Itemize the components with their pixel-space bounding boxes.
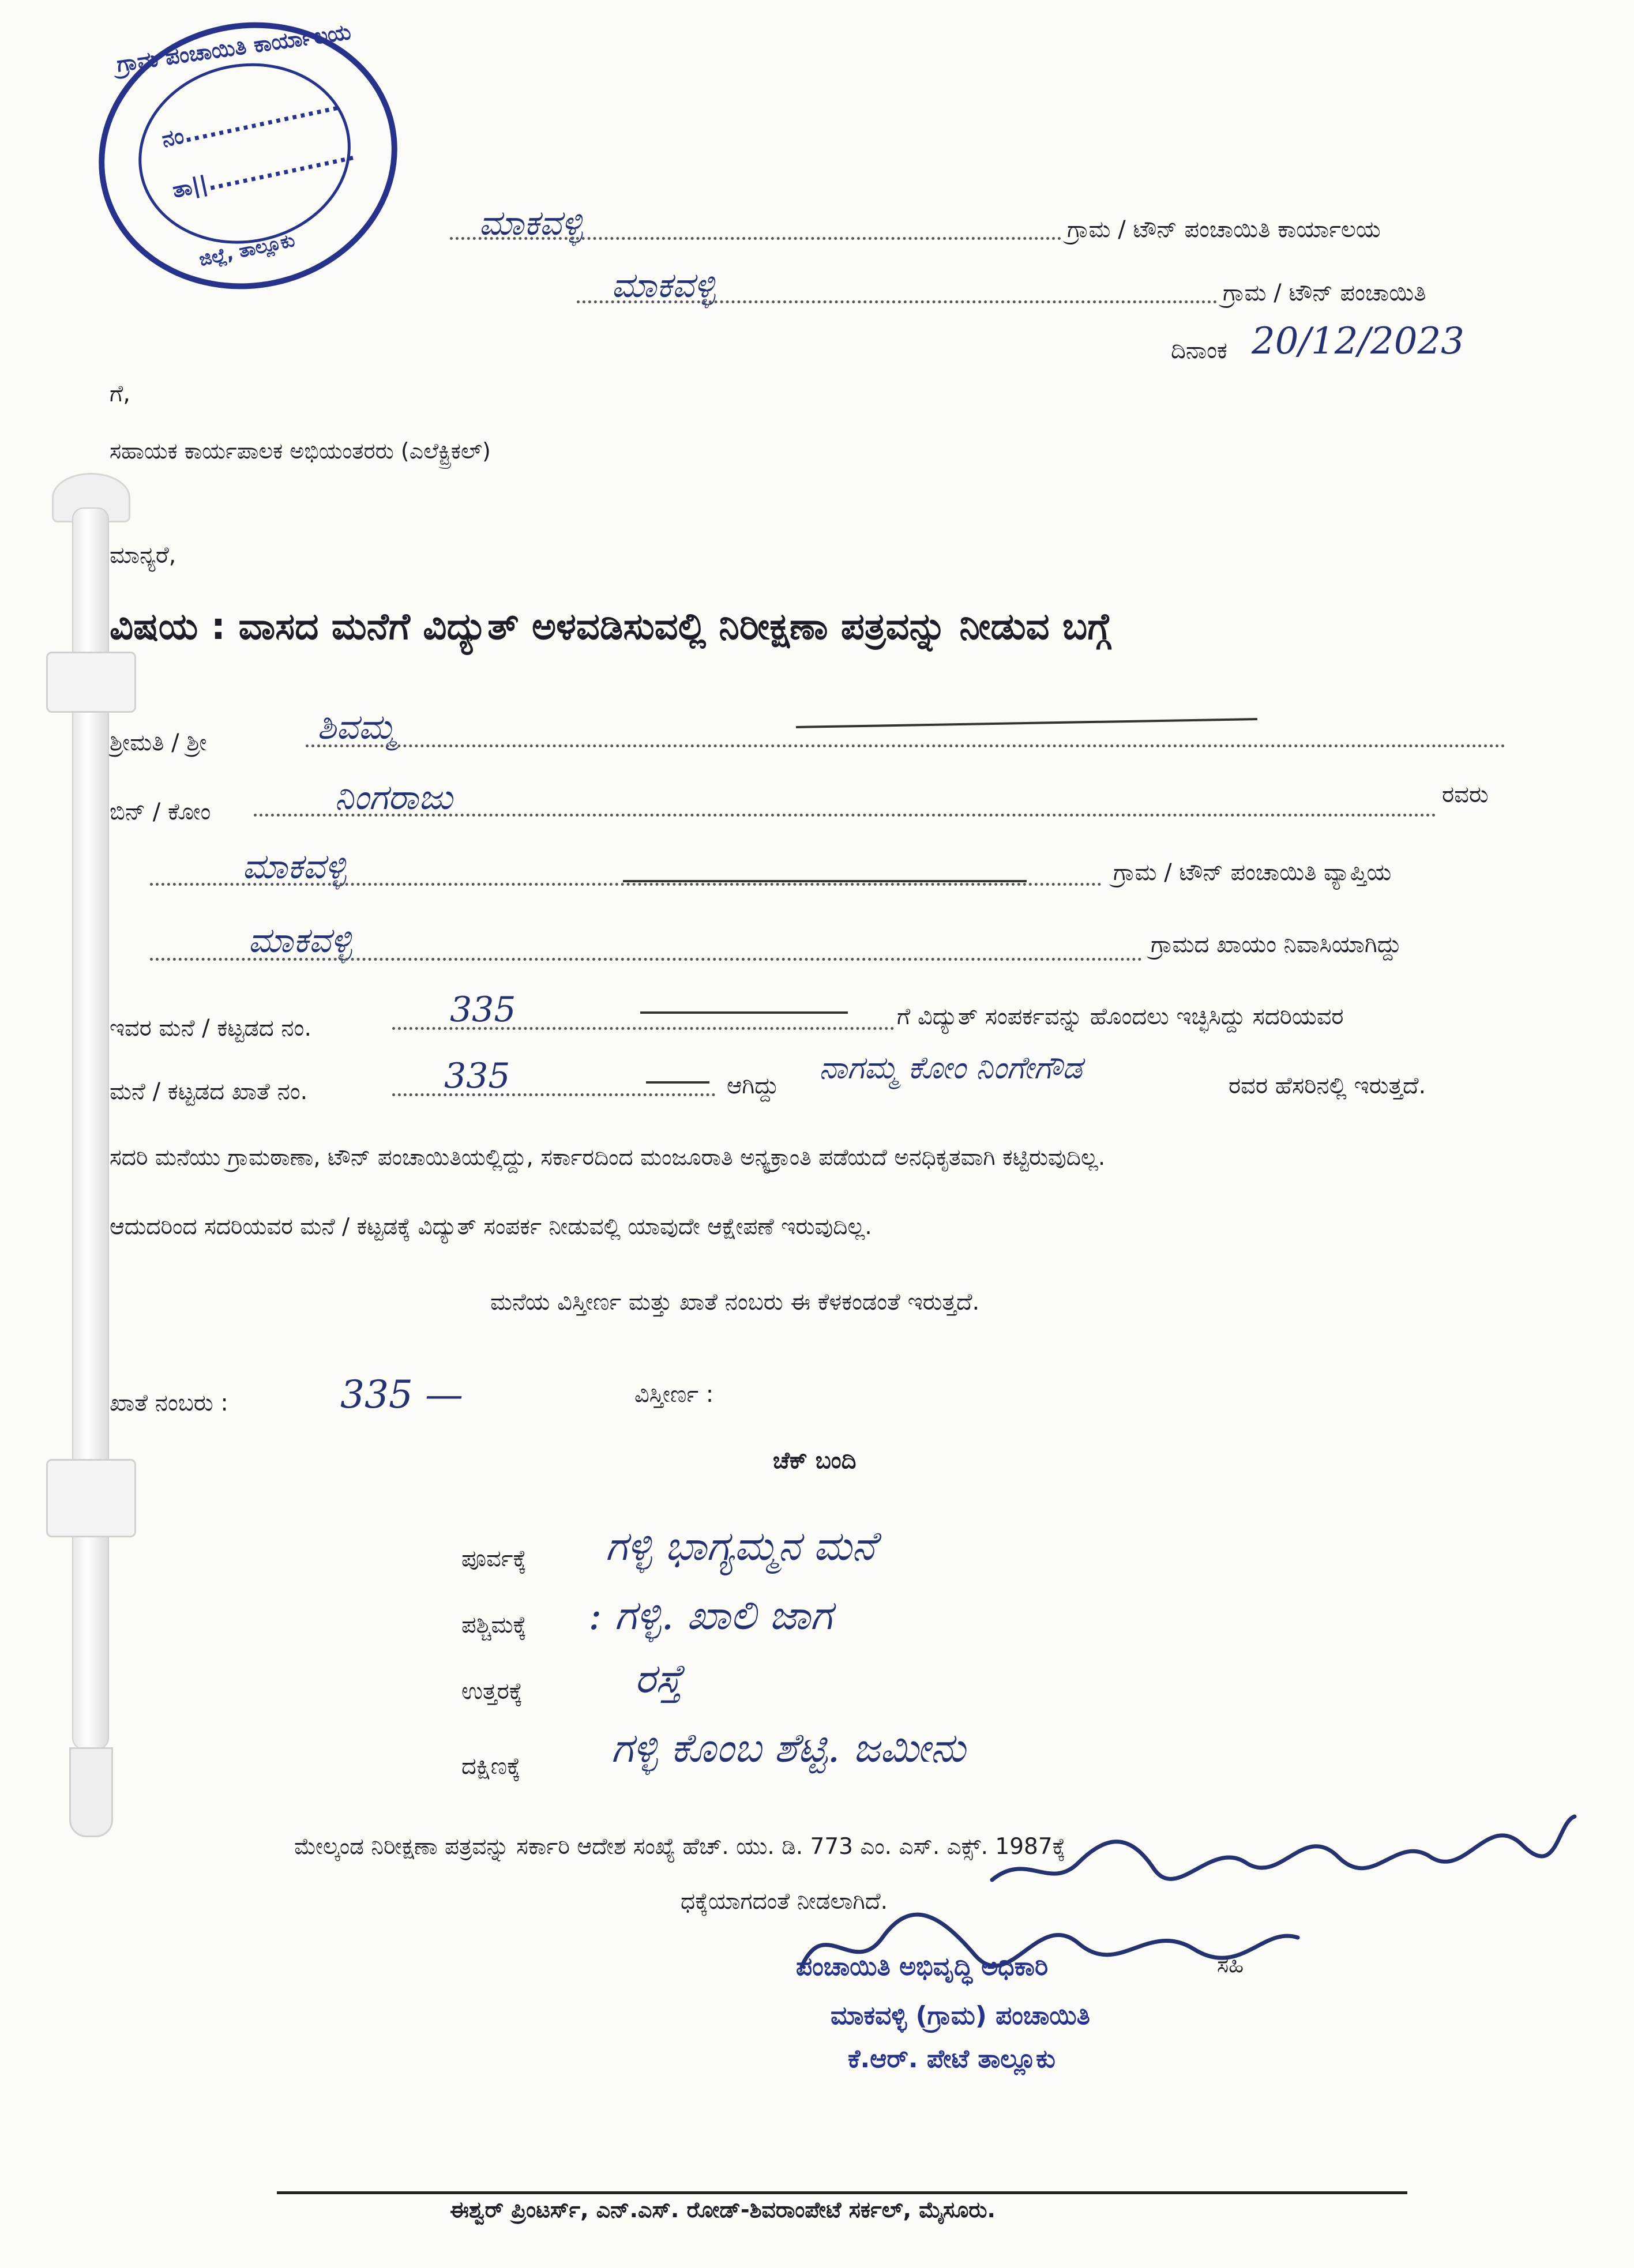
area-label: ವಿಸ್ತೀರ್ಣ : xyxy=(634,1381,714,1408)
house-line xyxy=(392,990,894,1038)
name-label: ಶ್ರೀಮತಿ / ಶ್ರೀ xyxy=(110,729,207,756)
fastener-ring-bottom xyxy=(46,1459,136,1537)
dotted-line xyxy=(392,1027,894,1030)
khata-handwritten: 335 xyxy=(444,1056,510,1096)
resident-line xyxy=(150,920,1142,969)
printer-credit: ಈಶ್ವರ್ ಪ್ರಿಂಟರ್ಸ್, ಎನ್.ಎಸ್. ರೋಡ್-ಶಿವರಾಂಪೇಟೆ ಸರ್ಕಲ್, ಮೈಸೂರು. xyxy=(450,2197,996,2222)
strike-line xyxy=(623,880,1027,882)
dotted-line xyxy=(392,1093,715,1096)
officer-title: ಪಂಚಾಯಿತಿ ಅಭಿವೃದ್ಧಿ ಅಧಿಕಾರಿ xyxy=(796,1952,1049,1981)
order-line-1: ಮೇಲ್ಕಂಡ ನಿರೀಕ್ಷಣಾ ಪತ್ರವನ್ನು ಸರ್ಕಾರಿ ಆದೇಶ ಸಂಖ್ಯೆ ಹೆಚ್. ಯು. ಡಿ. 773 ಎಂ. ಎಸ್. ಎಕ್ಸ್. 1987ಕ್ಕೆ xyxy=(294,1834,1066,1860)
stamp-no-label: ನಂ................... xyxy=(159,89,341,152)
office-stamp xyxy=(74,0,422,317)
footer-rule xyxy=(277,2191,1407,2194)
relation-suffix: ರವರು xyxy=(1442,781,1489,808)
office-name-line xyxy=(450,203,1061,248)
village-handwritten: ಮಾಕವಳ್ಳಿ xyxy=(242,847,347,887)
checkbandi-title: ಚೆಕ್ ಬಂದಿ xyxy=(773,1447,857,1474)
strike-line xyxy=(640,1011,848,1014)
dotted-line xyxy=(150,883,1102,886)
file-tag-fastener xyxy=(46,507,133,1747)
fastener-tail xyxy=(69,1747,113,1837)
west-handwritten: : ಗಳ್ಳಿ. ಖಾಲಿ ಜಾಗ xyxy=(588,1592,832,1639)
fastener-ring-top xyxy=(46,652,136,713)
paragraph-2: ಆದುದರಿಂದ ಸದರಿಯವರ ಮನೆ / ಕಟ್ಟಡಕ್ಕೆ ವಿದ್ಯುತ್ ಸಂಪರ್ಕ ನೀಡುವಲ್ಲಿ ಯಾವುದೇ ಆಕ್ಷೇಪಣೆ ಇರುವುದಿಲ್ಲ. xyxy=(110,1214,872,1240)
recipient: ಸಹಾಯಕ ಕಾರ್ಯಪಾಲಕ ಅಭಿಯಂತರರು (ಎಲೆಕ್ಟ್ರಿಕಲ್) xyxy=(110,438,491,464)
name-handwritten: ಶಿವಮ್ಮ xyxy=(317,707,396,747)
stamp-ring-text: ಗ್ರಾಮ ಪಂಚಾಯಿತಿ ಕಾರ್ಯಾಲಯ xyxy=(115,18,353,77)
order-line-2: ಧಕ್ಕೆಯಾಗದಂತೆ ನೀಡಲಾಗಿದೆ. xyxy=(681,1889,888,1915)
khata-no-handwritten: 335 — xyxy=(340,1372,463,1417)
relation-label: ಬಿನ್ / ಕೋಂ xyxy=(110,799,211,825)
house-label: ಇವರ ಮನೆ / ಕಟ್ಟಡದ ನಂ. xyxy=(110,1015,312,1041)
village-suffix: ಗ್ರಾಮ / ಟೌನ್ ಪಂಚಾಯಿತಿ ವ್ಯಾಪ್ತಿಯ xyxy=(1113,859,1392,886)
dotted-line xyxy=(577,300,1217,303)
east-handwritten: ಗಳ್ಳಿ ಭಾಗ್ಯಮ್ಮನ ಮನೆ xyxy=(606,1522,876,1570)
village-line xyxy=(150,847,1102,894)
panchayat-suffix: ಗ್ರಾಮ / ಟೌನ್ ಪಂಚಾಯಿತಿ xyxy=(1223,280,1426,306)
officer-taluk: ಕೆ.ಆರ್. ಪೇಟೆ ತಾಲ್ಲೂಕು xyxy=(848,2044,1055,2074)
khata-no-label: ಖಾತೆ ನಂಬರು : xyxy=(110,1390,228,1416)
resident-suffix: ಗ್ರಾಮದ ಖಾಯಂ ನಿವಾಸಿಯಾಗಿದ್ದು xyxy=(1151,931,1402,958)
subject-line: ವಿಷಯ : ವಾಸದ ಮನೆಗೆ ವಿದ್ಯುತ್ ಅಳವಡಿಸುವಲ್ಲಿ ನಿರೀಕ್ಷಣಾ ಪತ್ರವನ್ನು ನೀಡುವ ಬಗ್ಗೆ xyxy=(110,605,1111,648)
khata-line xyxy=(392,1056,715,1104)
panchayat-name-handwritten: ಮಾಕವಳ್ಳಿ xyxy=(611,265,716,306)
name-line xyxy=(306,707,1505,755)
south-label: ದಕ್ಷಿಣಕ್ಕೆ xyxy=(461,1753,521,1780)
west-label: ಪಶ್ಚಿಮಕ್ಕೆ xyxy=(461,1612,527,1638)
khata-label: ಮನೆ / ಕಟ್ಟಡದ ಖಾತೆ ನಂ. xyxy=(110,1078,308,1105)
dotted-line xyxy=(306,744,1505,747)
east-label: ಪೂರ್ವಕ್ಕೆ xyxy=(461,1545,527,1572)
khata-suffix: ರವರ ಹೆಸರಿನಲ್ಲಿ ಇರುತ್ತದೆ. xyxy=(1229,1073,1426,1099)
strike-line xyxy=(796,718,1257,728)
house-suffix: ಗೆ ವಿದ್ಯುತ್ ಸಂಪರ್ಕವನ್ನು ಹೊಂದಲು ಇಚ್ಛಿಸಿದ್ದು ಸದರಿಯವರ xyxy=(897,1003,1344,1030)
relation-handwritten: ನಿಂಗರಾಜು xyxy=(335,777,453,818)
to-label: ಗೆ, xyxy=(110,381,130,407)
dotted-line xyxy=(254,814,1436,817)
paragraph-3: ಮನೆಯ ವಿಸ್ತೀರ್ಣ ಮತ್ತು ಖಾತೆ ನಂಬರು ಈ ಕೆಳಕಂಡಂತೆ ಇರುತ್ತದೆ. xyxy=(490,1289,980,1315)
office-suffix: ಗ್ರಾಮ / ಟೌನ್ ಪಂಚಾಯಿತಿ ಕಾರ್ಯಾಲಯ xyxy=(1067,216,1381,243)
officer-office: ಮಾಕವಳ್ಳಿ (ಗ್ರಾಮ) ಪಂಚಾಯಿತಿ xyxy=(831,2001,1091,2030)
north-handwritten: ರಸ್ತೆ xyxy=(634,1655,682,1702)
greeting: ಮಾನ್ಯರೆ, xyxy=(110,542,176,569)
office-name-handwritten: ಮಾಕವಳ್ಳಿ xyxy=(479,203,583,243)
owner-handwritten: ನಾಗಮ್ಮ ಕೋಂ ನಿಂಗೇಗೌಡ xyxy=(819,1050,1083,1086)
resident-handwritten: ಮಾಕವಳ್ಳಿ xyxy=(248,920,352,961)
dotted-line xyxy=(150,958,1142,961)
south-handwritten: ಗಳ್ಳಿ ಕೊಂಬ ಶೆಟ್ಟಿ. ಜಮೀನು xyxy=(611,1724,966,1771)
paragraph-1: ಸದರಿ ಮನೆಯು ಗ್ರಾಮಠಾಣಾ, ಟೌನ್ ಪಂಚಾಯಿತಿಯಲ್ಲಿದ್ದು, ಸರ್ಕಾರದಿಂದ ಮಂಜೂರಾತಿ ಅನ್ಯಕ್ರಾಂತಿ ಪಡೆಯದೆ ಅನಧಿಕೃತವಾಗಿ ಕಟ್ಟಿರುವುದಿಲ್ಲ. xyxy=(110,1145,1106,1171)
stamp-date-label: ತಾ||.................. xyxy=(170,140,357,203)
date-handwritten: 20/12/2023 xyxy=(1252,320,1464,363)
house-handwritten: 335 xyxy=(450,990,516,1030)
date-label: ದಿನಾಂಕ xyxy=(1171,337,1227,364)
relation-line xyxy=(254,777,1436,825)
officer-suffix: ಸಹಿ xyxy=(1217,1952,1244,1977)
signature-squiggle-top xyxy=(981,1799,1586,1903)
panchayat-name-line xyxy=(577,265,1217,311)
dotted-line xyxy=(450,237,1061,240)
strike-line xyxy=(646,1081,709,1084)
khata-mid: ಆಗಿದ್ದು xyxy=(727,1073,779,1099)
stamp-bottom-text: ಜಿಲ್ಲೆ, ತಾಲ್ಲೂಕು xyxy=(197,228,297,271)
north-label: ಉತ್ತರಕ್ಕೆ xyxy=(461,1678,523,1705)
